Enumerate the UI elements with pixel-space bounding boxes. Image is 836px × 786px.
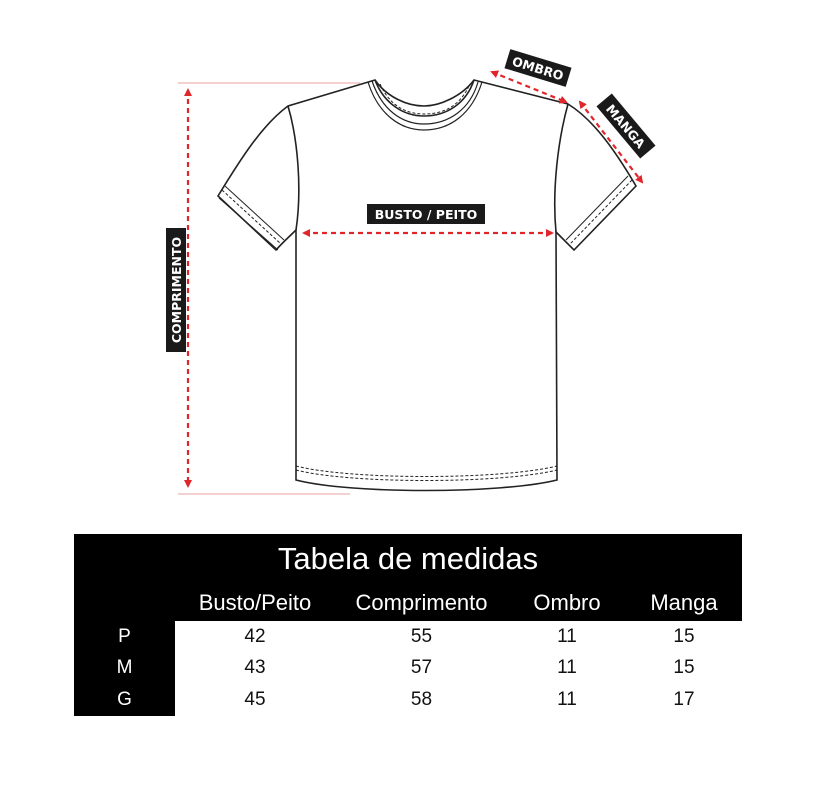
manga-tag	[596, 94, 655, 159]
busto-value: 42	[244, 625, 266, 647]
busto-label: BUSTO / PEITO	[374, 207, 478, 222]
header-size-cell	[74, 584, 175, 621]
header-busto: Busto/Peito	[198, 589, 312, 615]
size-table	[74, 534, 742, 716]
size-label: P	[74, 621, 175, 653]
table-row	[74, 653, 742, 685]
comprimento-tag	[166, 228, 186, 352]
busto-value: 45	[244, 688, 266, 710]
size-label: M	[74, 653, 175, 685]
busto-value: 43	[244, 657, 266, 679]
comprimento-value: 58	[410, 688, 433, 710]
comprimento-value: 57	[410, 657, 433, 679]
manga-value: 15	[673, 625, 695, 647]
ombro-tag	[504, 49, 571, 87]
table-body	[74, 621, 742, 716]
ombro-value: 11	[557, 657, 577, 679]
table-row	[74, 684, 742, 716]
header-manga: Manga	[650, 589, 718, 615]
table-row	[74, 621, 742, 653]
ombro-label: OMBRO	[510, 53, 566, 84]
manga-label: MANGA	[602, 101, 649, 152]
manga-value: 17	[673, 688, 695, 710]
comprimento-value: 55	[410, 625, 433, 647]
table-title: Tabela de medidas	[74, 534, 742, 584]
header-ombro: Ombro	[533, 589, 601, 615]
comprimento-label: COMPRIMENTO	[169, 236, 184, 344]
size-label: G	[74, 684, 175, 716]
ombro-value: 11	[557, 625, 577, 647]
ombro-value: 11	[557, 688, 577, 710]
busto-tag	[367, 204, 485, 224]
header-comprimento: Comprimento	[355, 589, 488, 615]
manga-value: 15	[673, 657, 695, 679]
measurement-arrows	[188, 72, 642, 486]
table-header-row	[74, 584, 742, 621]
tshirt-outline	[218, 80, 636, 491]
